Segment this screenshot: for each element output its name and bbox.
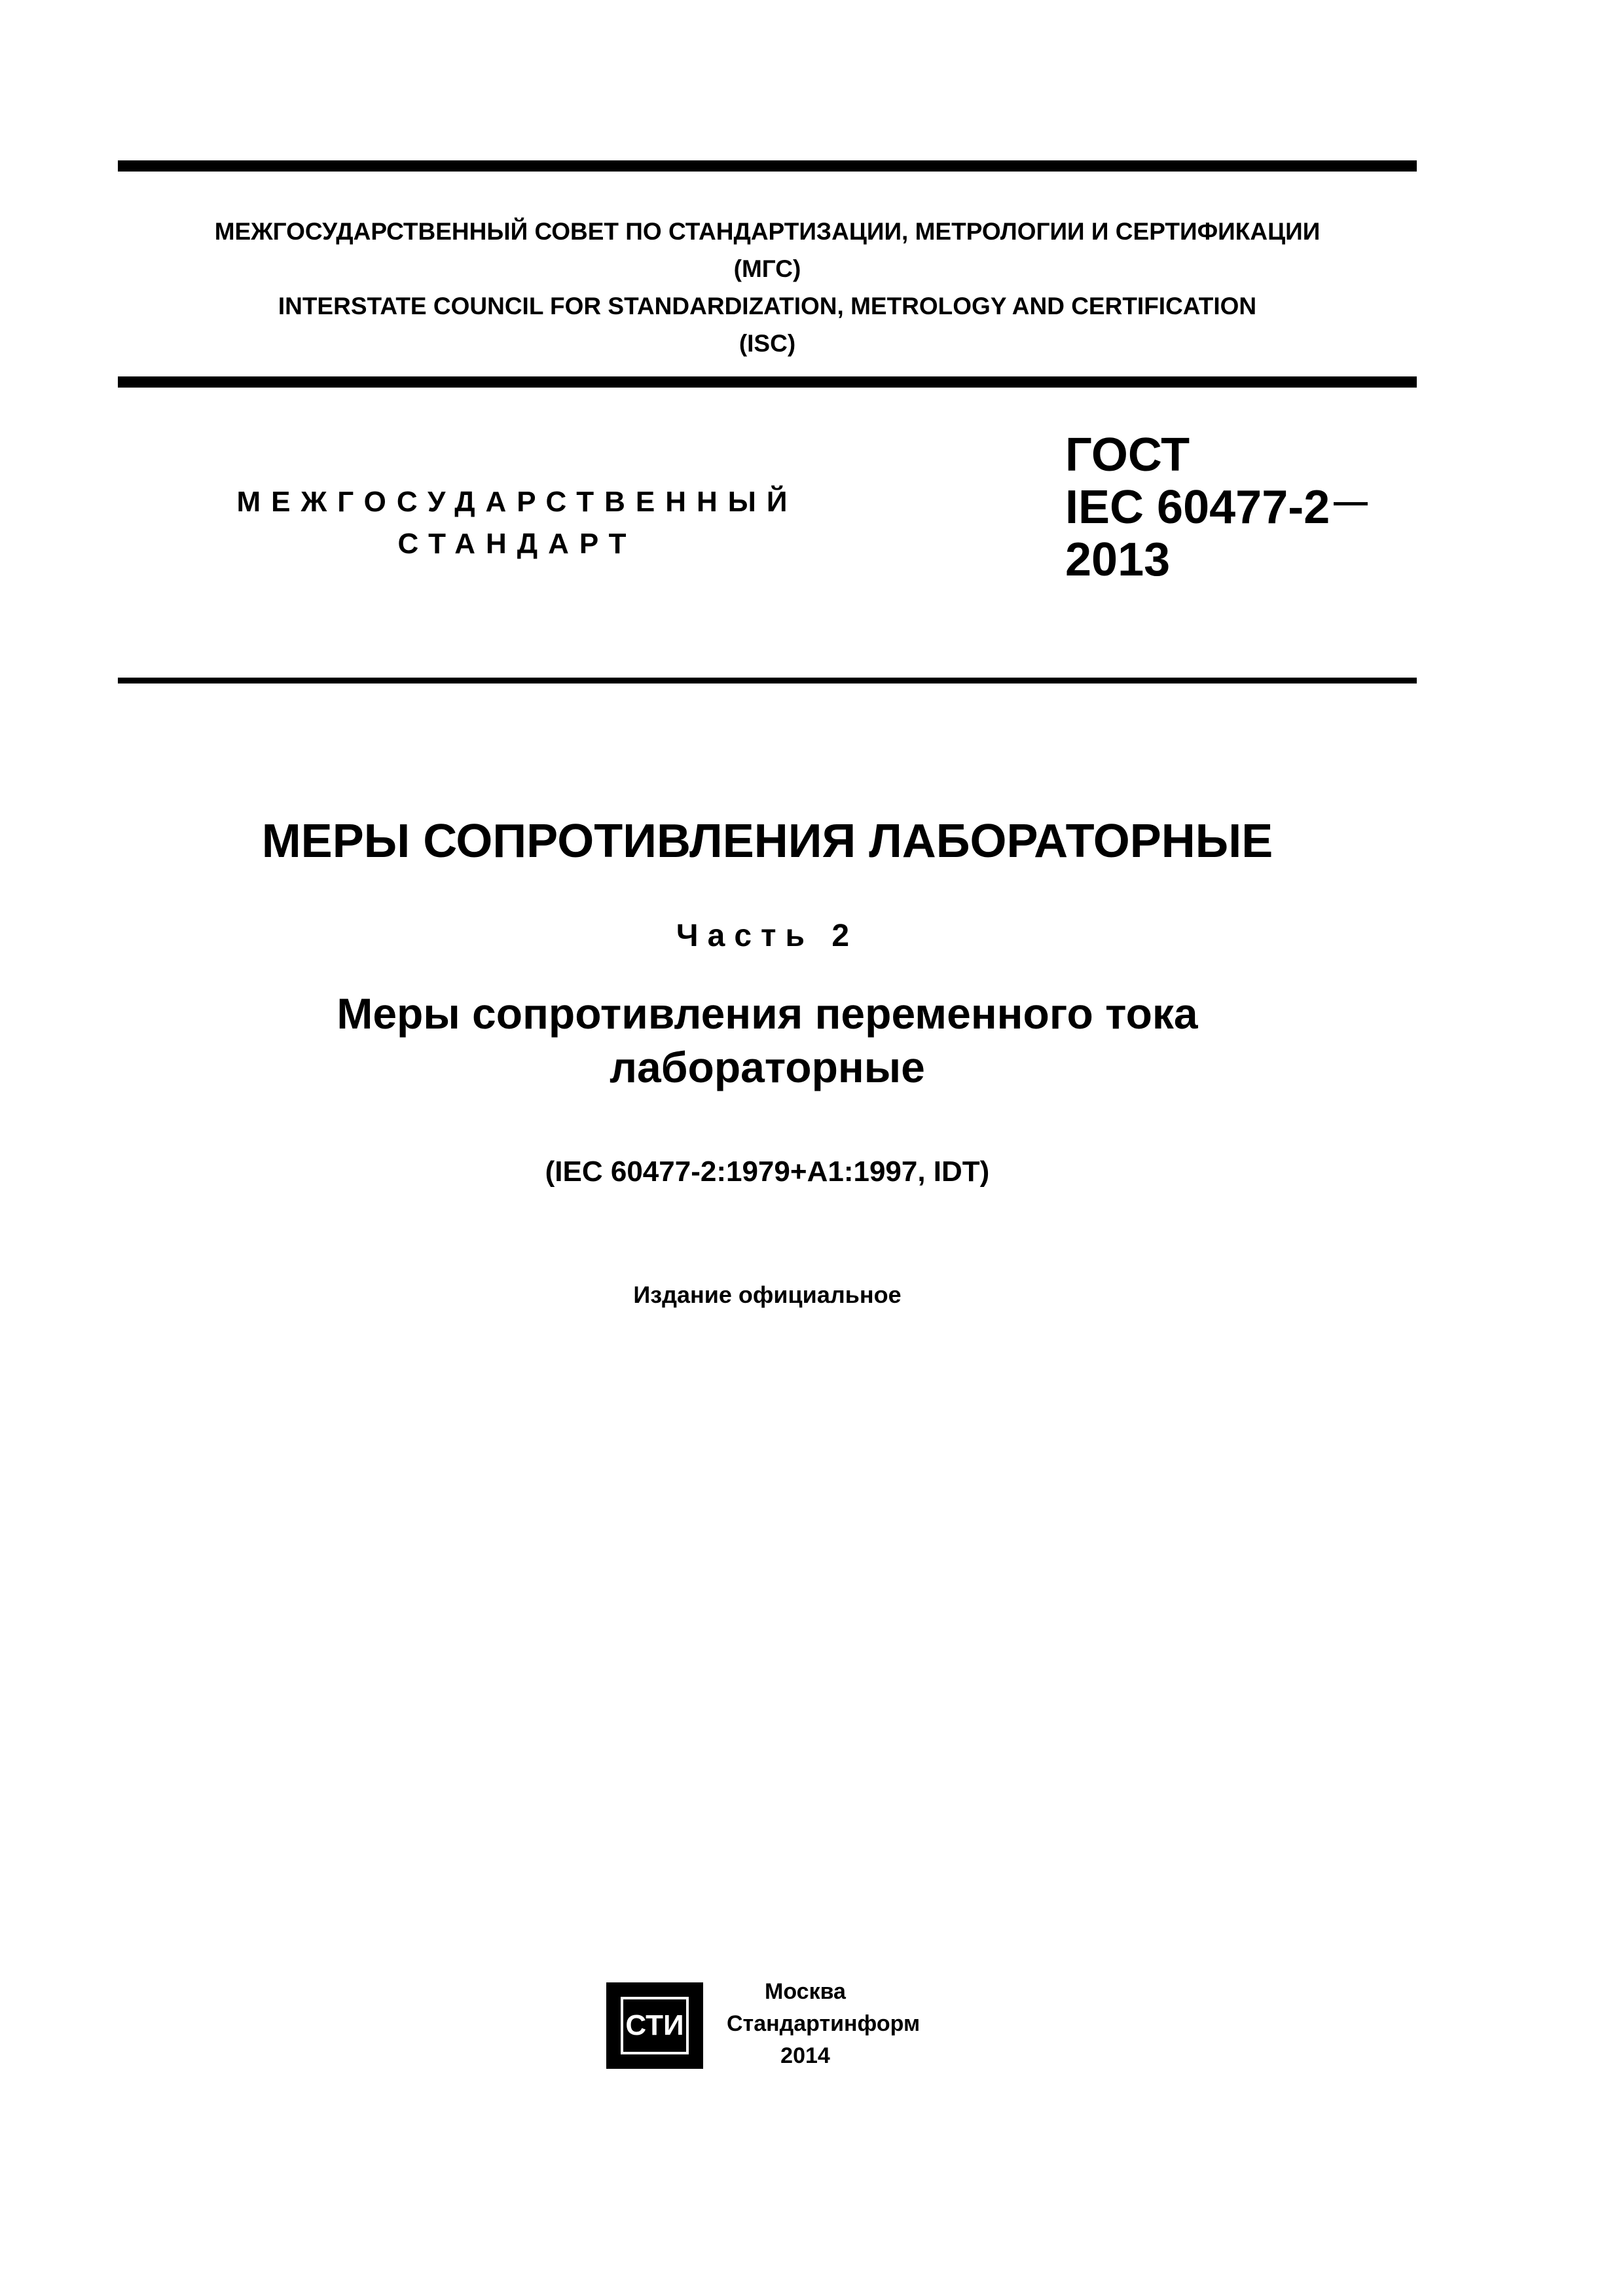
council-name-en: INTERSTATE COUNCIL FOR STANDARDIZATION, METROLOGY AND CERTIFICATION bbox=[278, 293, 1257, 319]
publisher-name: Стандартинформ bbox=[727, 2011, 921, 2036]
document-title: МЕРЫ СОПРОТИВЛЕНИЯ ЛАБОРАТОРНЫЕ bbox=[261, 815, 1273, 867]
standard-type-line1: МЕЖГОСУДАРСТВЕННЫЙ bbox=[236, 486, 798, 518]
subtitle-line1: Меры сопротивления переменного тока bbox=[337, 989, 1198, 1038]
publisher-city: Москва bbox=[765, 1979, 846, 2004]
document-subtitle bbox=[118, 987, 1417, 1094]
standard-type-line2: СТАНДАРТ bbox=[397, 528, 637, 560]
designation-bottom-rule bbox=[118, 678, 1417, 683]
iec-reference: (IEC 60477-2:1979+A1:1997, IDT) bbox=[545, 1156, 990, 1188]
council-bottom-rule bbox=[118, 376, 1417, 388]
standartinform-logo-icon bbox=[606, 1982, 703, 2069]
standard-code-year: 2013 bbox=[1065, 534, 1171, 586]
edition-label: Издание официальное bbox=[633, 1281, 902, 1308]
standard-type bbox=[170, 481, 864, 565]
publisher-year: 2014 bbox=[780, 2043, 830, 2068]
standard-code-line2: IEC 60477-2 bbox=[1065, 481, 1330, 534]
code-dash bbox=[1334, 502, 1368, 505]
council-abbr-en: (ISC) bbox=[739, 330, 796, 357]
council-name-ru: МЕЖГОСУДАРСТВЕННЫЙ СОВЕТ ПО СТАНДАРТИЗАЦИИ, МЕТРОЛОГИИ И СЕРТИФИКАЦИИ bbox=[214, 218, 1321, 245]
subtitle-line2: лабораторные bbox=[610, 1043, 925, 1091]
top-rule bbox=[118, 160, 1417, 172]
council-header bbox=[118, 213, 1417, 362]
standard-code bbox=[1065, 429, 1368, 586]
council-abbr-ru: (МГС) bbox=[733, 255, 801, 282]
logo-text: СТИ bbox=[625, 2009, 684, 2041]
publisher-block bbox=[727, 1976, 921, 2072]
standard-code-line1: ГОСТ bbox=[1065, 429, 1190, 481]
part-label: Часть 2 bbox=[676, 919, 859, 953]
